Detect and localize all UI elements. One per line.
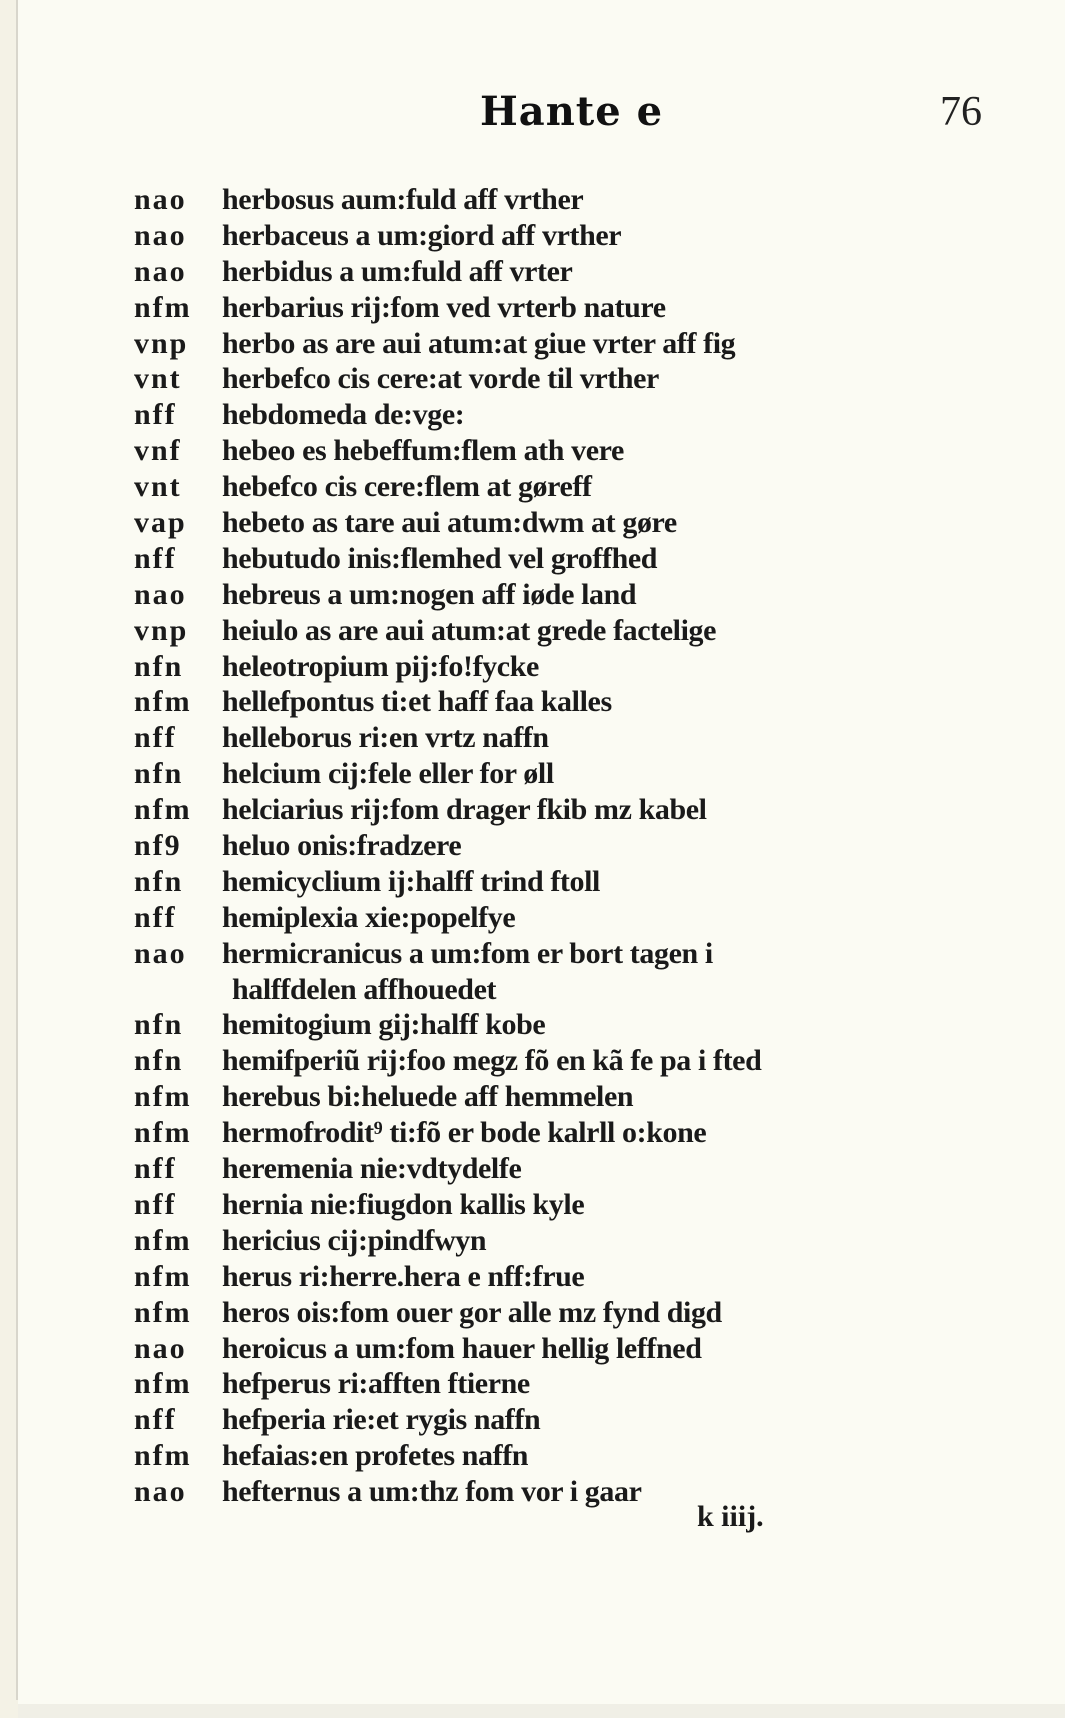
entry-text: hemitogium gij:halff kobe: [222, 1008, 546, 1042]
list-item: [134, 936, 1034, 972]
list-item: [134, 1187, 1034, 1223]
entry-text: hemiplexia xie:popelfye: [222, 900, 516, 934]
entry-text: hebeto as tare aui atum:dwm at gøre: [222, 506, 677, 540]
entry-text: hellefpontus ti:et haff faa kalles: [222, 685, 612, 719]
grammar-code: nff: [134, 900, 177, 934]
entry-text: heremenia nie:vdtydelfe: [222, 1152, 522, 1186]
entry-text: heroicus a um:fom hauer hellig leffned: [222, 1331, 702, 1365]
list-item: [134, 1043, 1034, 1079]
grammar-code: nfm: [134, 1080, 192, 1114]
grammar-code: nao: [134, 218, 187, 252]
entry-text: herbarius rij:fom ved vrterb nature: [222, 290, 666, 324]
list-item: [134, 1115, 1034, 1151]
entry-text: herbo as are aui atum:at giue vrter aff fig: [222, 326, 736, 360]
list-item: [134, 649, 1034, 685]
entry-text: hermicranicus a um:fom er bort tagen i: [222, 936, 713, 970]
list-item: [134, 1151, 1034, 1187]
list-item: [134, 397, 1034, 433]
list-item: [134, 720, 1034, 756]
entry-text: hemicyclium ij:halff trind ftoll: [222, 864, 600, 898]
grammar-code: nfn: [134, 864, 184, 898]
grammar-code: nfm: [134, 290, 192, 324]
entry-text: herbaceus a um:giord aff vrther: [222, 218, 622, 252]
grammar-code: nfn: [134, 757, 184, 791]
grammar-code: nao: [134, 254, 187, 288]
list-item: [134, 613, 1034, 649]
grammar-code: nfm: [134, 1439, 192, 1473]
list-item: [134, 254, 1034, 290]
entry-text: hermofrodit⁹ ti:fõ er bode kalrll o:kone: [222, 1116, 707, 1150]
list-item: [134, 290, 1034, 326]
list-item: [134, 577, 1034, 613]
grammar-code: vap: [134, 506, 187, 540]
list-item: [134, 1223, 1034, 1259]
grammar-code: nao: [134, 1475, 187, 1509]
grammar-code: vnp: [134, 326, 189, 360]
list-item: [134, 1474, 1034, 1510]
list-item: [134, 1438, 1034, 1474]
list-item: [134, 326, 1034, 362]
entry-text: herbefco cis cere:at vorde til vrther: [222, 362, 659, 396]
grammar-code: nao: [134, 577, 187, 611]
entry-text: heluo onis:fradzere: [222, 829, 462, 863]
entry-text: hefaias:en profetes naffn: [222, 1439, 529, 1473]
entry-text: herebus bi:heluede aff hemmelen: [222, 1080, 634, 1114]
entry-text: helciarius rij:fom drager fkib mz kabel: [222, 793, 707, 827]
entry-text: hebeo es hebeffum:flem ath vere: [222, 434, 624, 468]
grammar-code: nao: [134, 1331, 187, 1365]
grammar-code: nf9: [134, 829, 182, 863]
list-item: [134, 469, 1034, 505]
list-item: [134, 864, 1034, 900]
grammar-code: vnt: [134, 362, 182, 396]
list-item: [134, 684, 1034, 720]
entry-text: hebefco cis cere:flem at gøreff: [222, 470, 592, 504]
grammar-code: nff: [134, 398, 177, 432]
entry-text: herbosus aum:fuld aff vrther: [222, 183, 584, 216]
list-item: [134, 1079, 1034, 1115]
list-item: [134, 792, 1034, 828]
entry-text: hemifperiũ rij:foo megz fõ en kã fe pa i fted: [222, 1044, 762, 1078]
grammar-code: nfn: [134, 1044, 184, 1078]
list-item: [134, 1331, 1034, 1367]
entry-text: helleborus ri:en vrtz naffn: [222, 721, 549, 755]
grammar-code: vnp: [134, 613, 189, 647]
entry-text: heiulo as are aui atum:at grede factelige: [222, 613, 717, 647]
grammar-code: vnt: [134, 470, 182, 504]
grammar-code: nff: [134, 1403, 177, 1437]
list-item: [134, 1402, 1034, 1438]
entry-text: heros ois:fom ouer gor alle mz fynd digd: [222, 1295, 722, 1329]
grammar-code: vnf: [134, 434, 182, 468]
list-item: [134, 1295, 1034, 1331]
entry-text: herus ri:herre.hera e nff:frue: [222, 1259, 585, 1293]
page-edge: [16, 0, 18, 1700]
grammar-code: nff: [134, 1152, 177, 1186]
list-item: [134, 828, 1034, 864]
grammar-code: nfm: [134, 1295, 192, 1329]
list-item: [134, 541, 1034, 577]
list-item: [134, 900, 1034, 936]
entry-list: [134, 182, 1034, 1510]
grammar-code: nff: [134, 1187, 177, 1221]
list-item: [134, 1007, 1034, 1043]
entry-text: hefperus ri:afften ftierne: [222, 1367, 530, 1401]
grammar-code: nfm: [134, 1259, 192, 1293]
grammar-code: nfm: [134, 685, 192, 719]
entry-text: hebreus a um:nogen aff iøde land: [222, 577, 637, 611]
grammar-code: nfn: [134, 649, 184, 683]
signature-mark: k iiij.: [697, 1500, 764, 1533]
list-item: [134, 972, 1034, 1008]
grammar-code: nff: [134, 541, 177, 575]
entry-text: hefperia rie:et rygis naffn: [222, 1403, 541, 1437]
list-item: [134, 361, 1034, 397]
entry-text: helcium cij:fele eller for øll: [222, 757, 554, 791]
entry-text: hericius cij:pindfwyn: [222, 1223, 487, 1257]
grammar-code: nao: [134, 183, 187, 216]
list-item: [134, 433, 1034, 469]
list-item: [134, 756, 1034, 792]
list-item: [134, 505, 1034, 541]
grammar-code: nfm: [134, 1223, 192, 1257]
list-item: [134, 1259, 1034, 1295]
page-number: 76: [940, 89, 982, 135]
list-item: [134, 1366, 1034, 1402]
grammar-code: nfn: [134, 1008, 184, 1042]
grammar-code: nfm: [134, 1116, 192, 1150]
entry-text: hebutudo inis:flemhed vel groffhed: [222, 541, 658, 575]
entry-text: heleotropium pij:fo!fycke: [222, 649, 539, 683]
grammar-code: nfm: [134, 1367, 192, 1401]
grammar-code: nff: [134, 721, 177, 755]
grammar-code: nao: [134, 936, 187, 970]
entry-text: herbidus a um:fuld aff vrter: [222, 254, 573, 288]
grammar-code: nfm: [134, 793, 192, 827]
entry-text: hernia nie:fiugdon kallis kyle: [222, 1187, 585, 1221]
entry-text: halffdelen affhouedet: [232, 972, 497, 1006]
entry-text: hebdomeda de:vge:: [222, 398, 465, 432]
list-item: [134, 182, 1034, 218]
entry-text: hefternus a um:thz fom vor i gaar: [222, 1475, 642, 1509]
list-item: [134, 218, 1034, 254]
running-head: Hante e: [480, 88, 664, 135]
